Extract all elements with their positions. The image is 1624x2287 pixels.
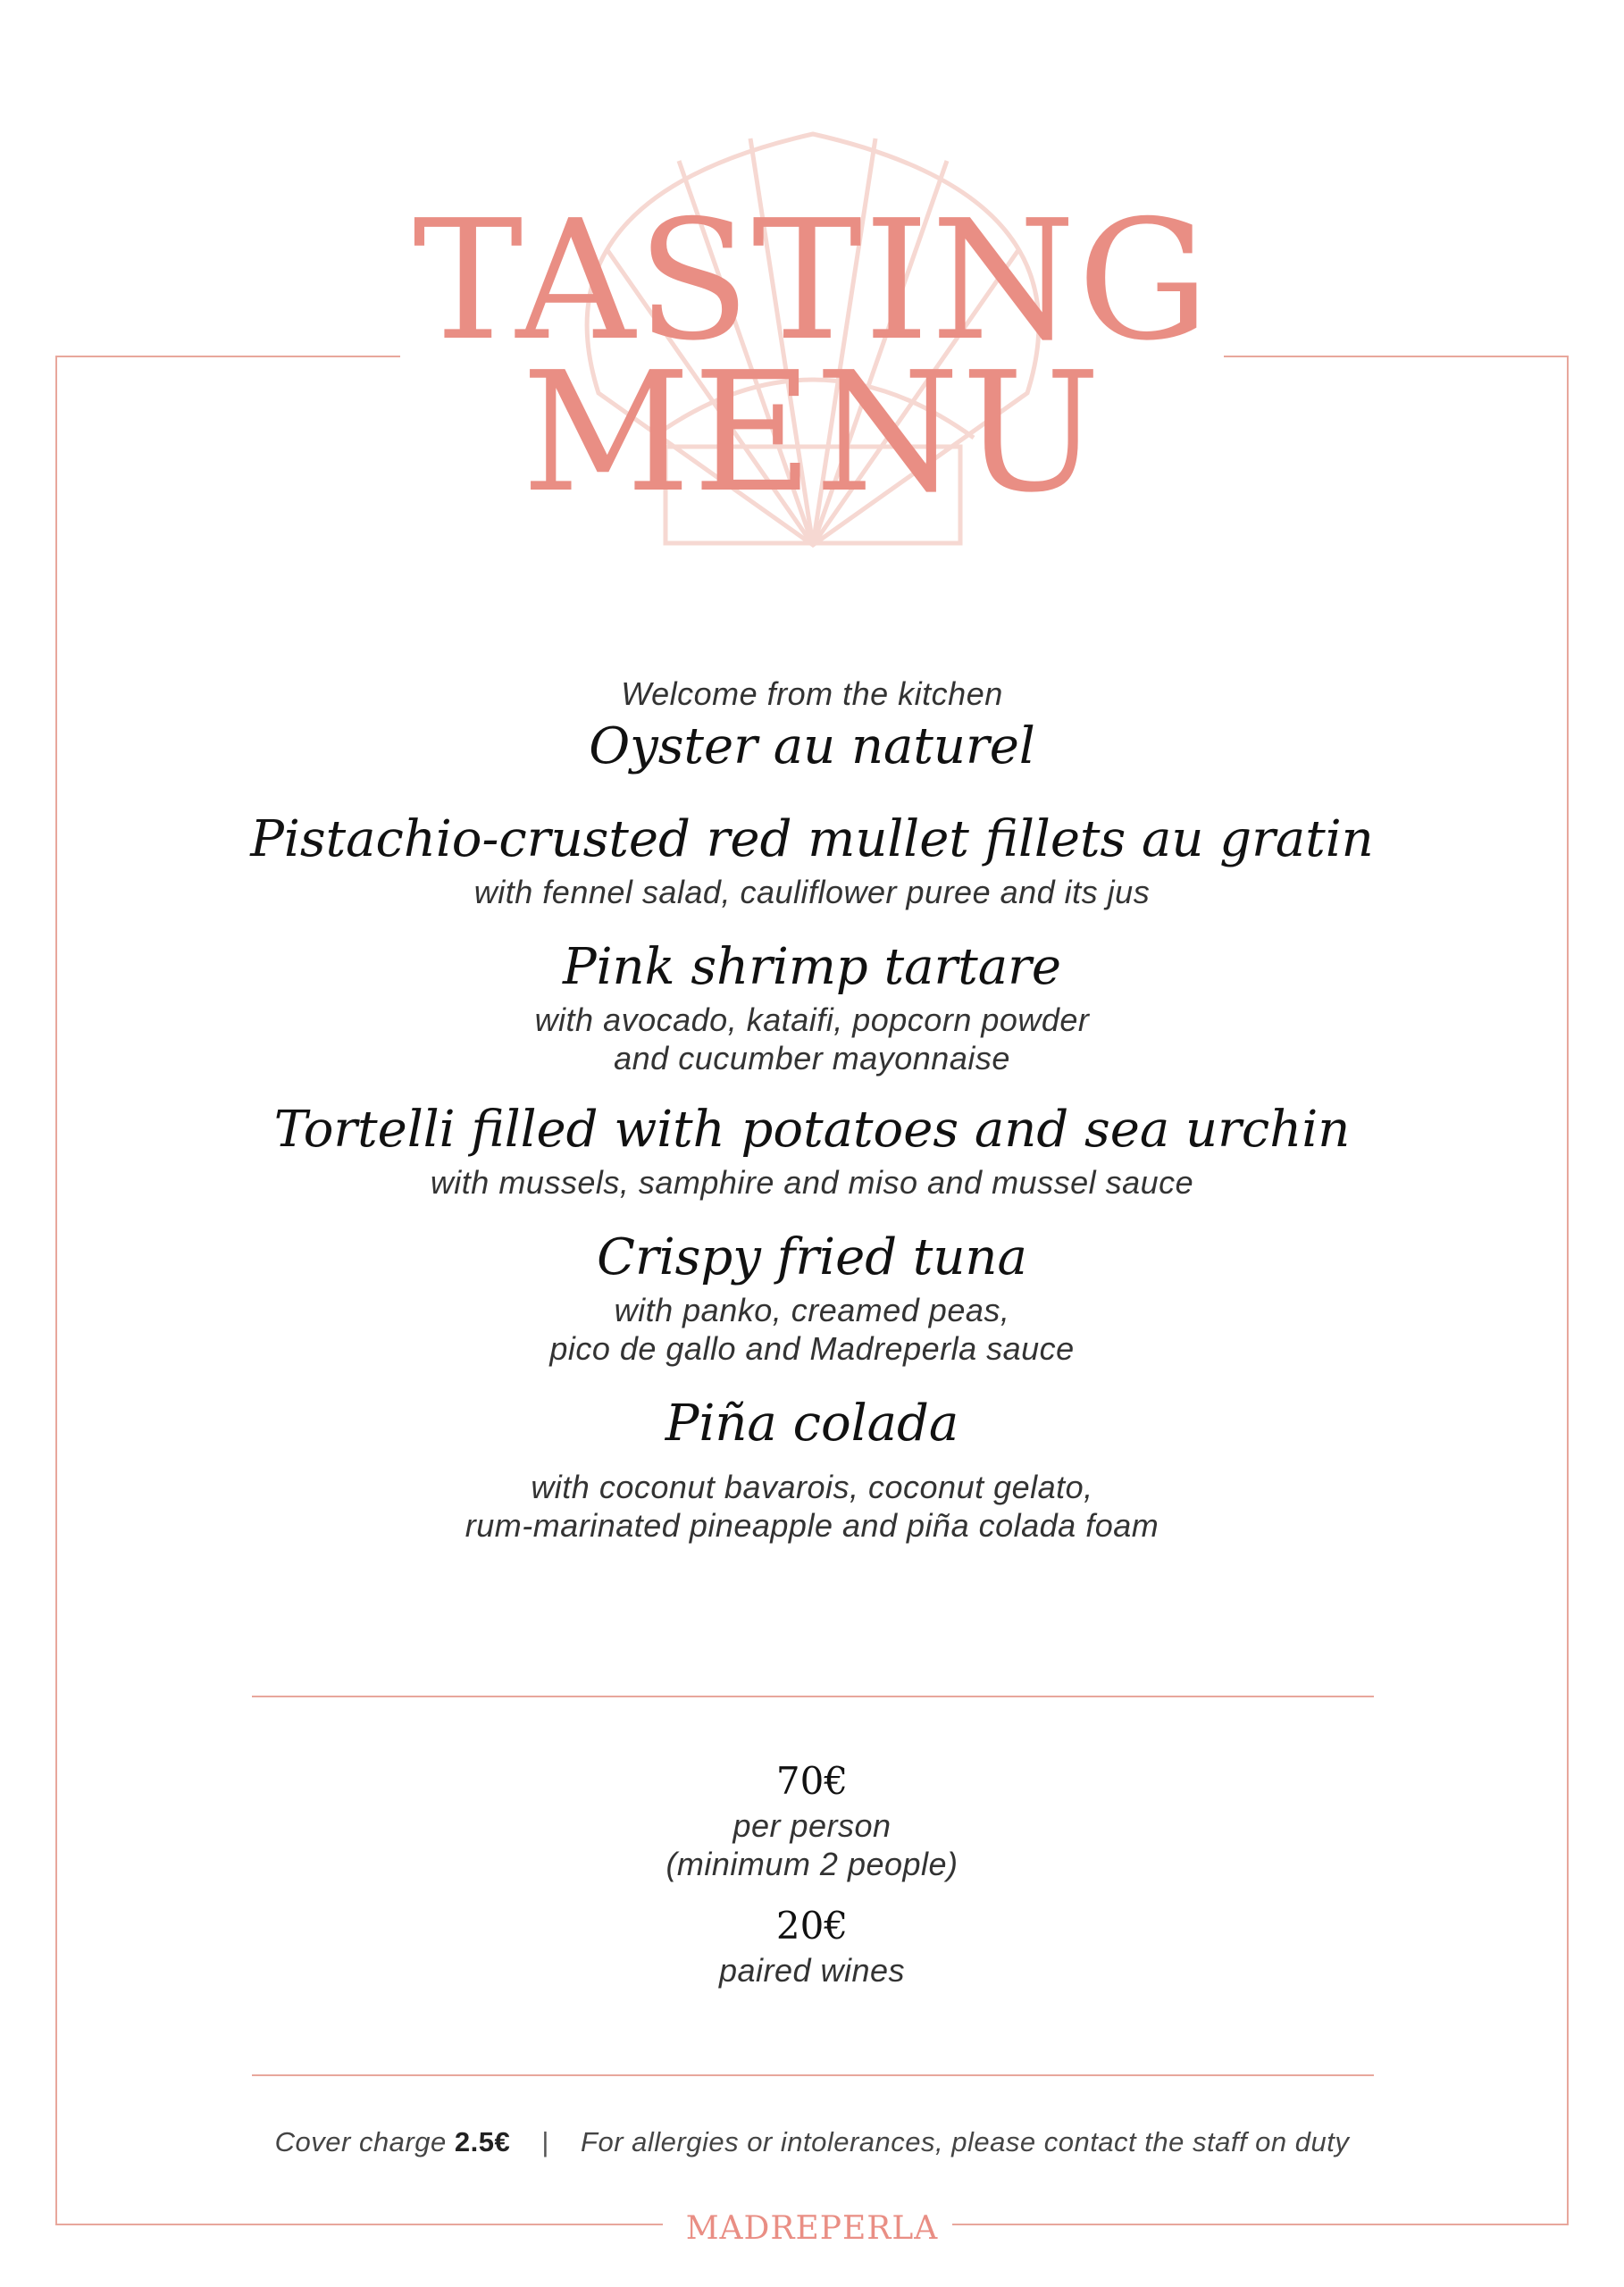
cover-charge-label: Cover charge	[274, 2126, 455, 2157]
footer-separator: |	[541, 2126, 549, 2157]
dish-name: Oyster au naturel	[589, 717, 1035, 775]
title-menu: MENU	[521, 336, 1103, 529]
dish-description: with mussels, samphire and miso and mussel sauce	[430, 1164, 1194, 1201]
dish-description: with coconut bavarois, coconut gelato,	[531, 1469, 1093, 1505]
dish-description: with panko, creamed peas,	[614, 1292, 1010, 1328]
dish-name: Tortelli filled with potatoes and sea urchin	[273, 1101, 1351, 1159]
menu-price-minimum: (minimum 2 people)	[666, 1846, 958, 1882]
title-tasting: TASTING	[413, 184, 1211, 377]
wine-price: 20€	[775, 1904, 849, 1948]
menu-price: 70€	[775, 1759, 849, 1803]
divider-top	[252, 1696, 1374, 1697]
brand-logo: MADREPERLA	[685, 2210, 939, 2247]
cover-charge-value: 2.5€	[454, 2126, 511, 2157]
course-item	[0, 1391, 1624, 1545]
course-item	[0, 807, 1624, 911]
menu-price-note: per person	[732, 1807, 892, 1844]
dish-name: Piña colada	[665, 1395, 959, 1453]
dish-description: with fennel salad, cauliflower puree and its jus	[473, 874, 1151, 910]
course-item	[0, 934, 1624, 1077]
dish-description: rum-marinated pineapple and piña colada foam	[465, 1507, 1159, 1544]
course-item	[0, 1097, 1624, 1202]
divider-bottom	[252, 2074, 1374, 2076]
dish-description: pico de gallo and Madreperla sauce	[549, 1330, 1075, 1367]
footer-note	[0, 2126, 1624, 2158]
dish-name: Pistachio-crusted red mullet fillets au gratin	[250, 810, 1374, 868]
course-item	[0, 1225, 1624, 1368]
intro-text: Welcome from the kitchen	[621, 675, 1003, 712]
dish-name: Pink shrimp tartare	[562, 938, 1062, 996]
course-list	[0, 674, 1624, 1545]
allergy-note: For allergies or intolerances, please contact the staff on duty	[581, 2126, 1350, 2157]
pricing-block	[0, 1756, 1624, 1990]
dish-name: Crispy fried tuna	[597, 1228, 1027, 1286]
dish-description: and cucumber mayonnaise	[614, 1040, 1010, 1076]
wine-price-note: paired wines	[718, 1952, 906, 1989]
dish-description: with avocado, kataifi, popcorn powder	[534, 1001, 1090, 1038]
course-item	[0, 714, 1624, 780]
